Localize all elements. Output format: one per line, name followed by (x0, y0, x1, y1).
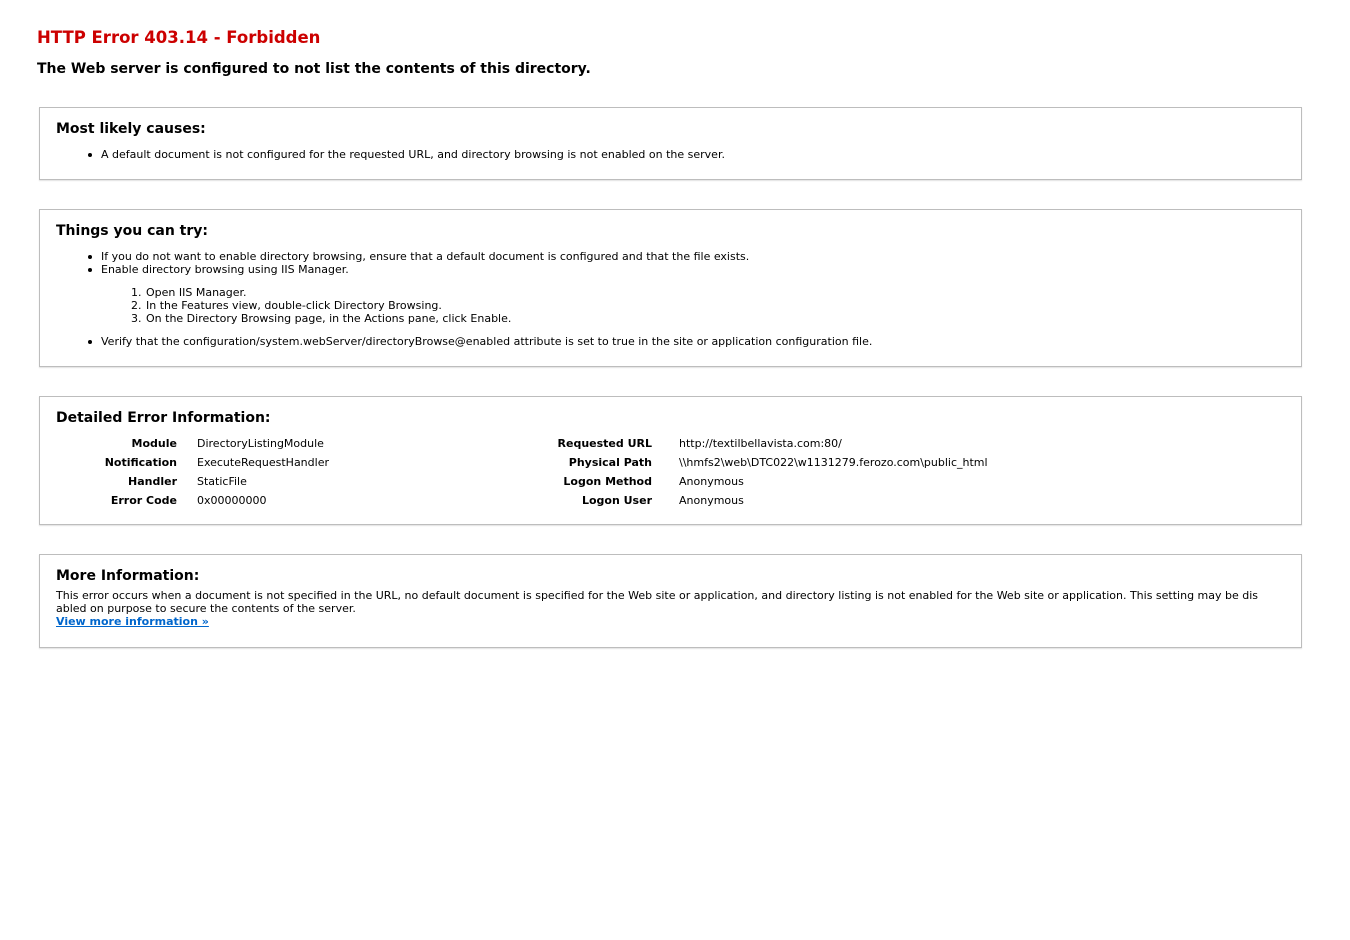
detail-value: 0x00000000 (197, 494, 267, 507)
detail-value: http://textilbellavista.com:80/ (679, 437, 842, 450)
detail-label: Notification (104, 456, 177, 469)
detail-label: Module (131, 437, 177, 450)
causes-list (40, 148, 1301, 161)
detail-label: Logon Method (563, 475, 652, 488)
page-title: HTTP Error 403.14 - Forbidden (37, 28, 321, 47)
table-row (536, 491, 988, 510)
detail-value: \\hmfs2\web\DTC022\w1131279.ferozo.com\public_html (679, 456, 988, 469)
more-panel (39, 554, 1302, 648)
table-row (56, 434, 329, 453)
detail-label: Physical Path (568, 456, 652, 469)
detail-label: Logon User (581, 494, 652, 507)
list-item (40, 299, 1301, 312)
causes-heading: Most likely causes: (56, 121, 206, 137)
step-number: 2. (131, 299, 142, 312)
step-text: In the Features view, double-click Directory Browsing. (146, 299, 442, 312)
table-row (56, 453, 329, 472)
list-item: If you do not want to enable directory browsing, ensure that a default document is configured and that the file exists. (40, 250, 1301, 263)
detail-label: Error Code (110, 494, 177, 507)
step-text: On the Directory Browsing page, in the Actions pane, click Enable. (146, 312, 512, 325)
step-text: Open IIS Manager. (146, 286, 247, 299)
list-item: A default document is not configured for the requested URL, and directory browsing is not enabled on the server. (40, 148, 1301, 161)
more-description (56, 589, 1288, 628)
table-row (536, 472, 988, 491)
table-row (536, 453, 988, 472)
list-item: Enable directory browsing using IIS Manager. (40, 263, 1301, 276)
list-item: Verify that the configuration/system.webServer/directoryBrowse@enabled attribute is set to true in the site or application configuration file. (40, 335, 1301, 348)
detail-value: DirectoryListingModule (197, 437, 324, 450)
detail-value: StaticFile (197, 475, 247, 488)
table-row (536, 434, 988, 453)
try-list-2 (40, 335, 1301, 348)
details-heading: Detailed Error Information: (56, 410, 271, 426)
causes-panel (39, 107, 1302, 180)
try-list (40, 250, 1301, 276)
step-number: 3. (131, 312, 142, 325)
more-text-line: This error occurs when a document is not specified in the URL, no default document is specified for the Web site or application, and directory listing is not enabled for the Web site or application. This setting may be dis (56, 589, 1259, 602)
list-item (40, 286, 1301, 299)
table-row (56, 491, 329, 510)
page-subtitle: The Web server is configured to not list the contents of this directory. (37, 61, 591, 77)
more-text-line: abled on purpose to secure the contents of the server. (56, 602, 356, 615)
details-table-left (56, 434, 329, 510)
detail-value: ExecuteRequestHandler (197, 456, 329, 469)
detail-label: Requested URL (557, 437, 652, 450)
try-panel (39, 209, 1302, 367)
error-header (37, 28, 591, 77)
table-row (56, 472, 329, 491)
view-more-info-link[interactable]: View more information » (56, 615, 209, 628)
detail-value: Anonymous (679, 475, 744, 488)
try-heading: Things you can try: (56, 223, 209, 239)
steps-list (40, 286, 1301, 325)
list-item (40, 312, 1301, 325)
details-table-right (536, 434, 988, 510)
detail-value: Anonymous (679, 494, 744, 507)
more-heading: More Information: (56, 568, 200, 584)
details-panel (39, 396, 1302, 525)
detail-label: Handler (128, 475, 177, 488)
step-number: 1. (131, 286, 142, 299)
